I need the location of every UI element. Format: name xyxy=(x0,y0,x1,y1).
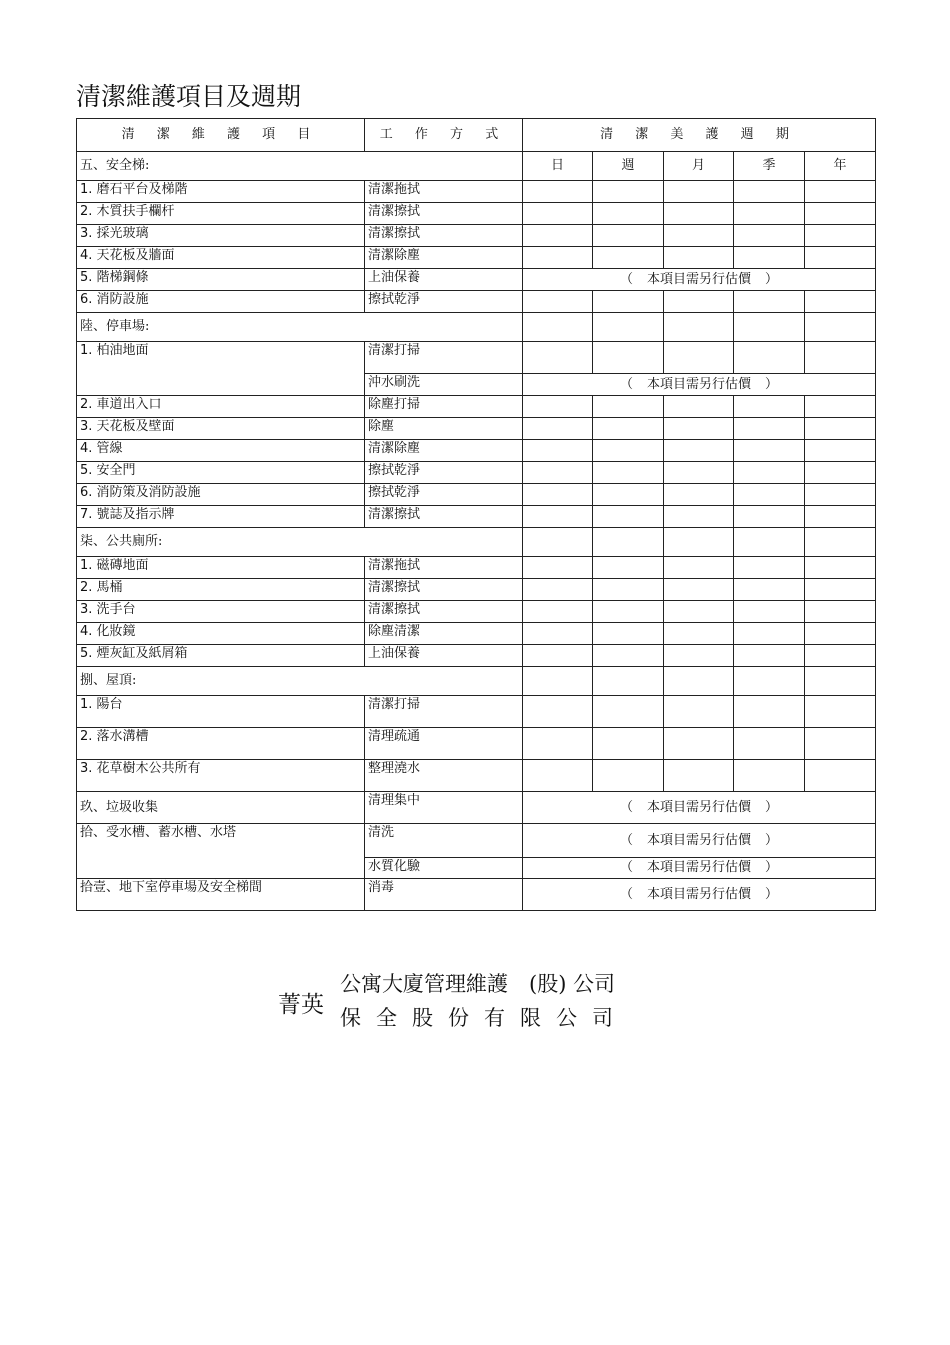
header-cycle: 清 潔 美 護 週 期 xyxy=(523,119,876,152)
item-cell: 6. 消防設施 xyxy=(77,291,365,313)
item-cell: 5. 煙灰缸及紙屑箱 xyxy=(77,645,365,667)
table-row xyxy=(77,342,876,374)
cleaning-schedule-table xyxy=(76,118,876,911)
item-cell: 4. 管線 xyxy=(77,440,365,462)
method-cell: 清理集中 xyxy=(365,792,523,824)
table-row xyxy=(77,462,876,484)
method-cell: 清潔拖拭 xyxy=(365,181,523,203)
method-cell: 清潔擦拭 xyxy=(365,203,523,225)
table-row xyxy=(77,506,876,528)
table-row xyxy=(77,396,876,418)
method-cell: 上油保養 xyxy=(365,645,523,667)
item-cell: 1. 磁磚地面 xyxy=(77,557,365,579)
section-row xyxy=(77,313,876,342)
table-row xyxy=(77,601,876,623)
item-cell: 2. 木質扶手欄杆 xyxy=(77,203,365,225)
method-cell: 擦拭乾淨 xyxy=(365,484,523,506)
method-cell: 清潔打掃 xyxy=(365,342,523,374)
page-title: 清潔維護項目及週期 xyxy=(76,82,302,111)
cycle-year: 年 xyxy=(805,152,876,181)
method-cell: 清潔擦拭 xyxy=(365,225,523,247)
separate-quote-note: （ 本項目需另行估價 ） xyxy=(523,858,876,879)
item-cell: 2. 落水溝槽 xyxy=(77,728,365,760)
table-row xyxy=(77,225,876,247)
item-cell: 4. 化妝鏡 xyxy=(77,623,365,645)
method-cell: 除塵清潔 xyxy=(365,623,523,645)
item-cell: 4. 天花板及牆面 xyxy=(77,247,365,269)
item-cell: 5. 階梯鋼條 xyxy=(77,269,365,291)
section-row xyxy=(77,528,876,557)
table-row xyxy=(77,579,876,601)
item-cell: 1. 磨石平台及梯階 xyxy=(77,181,365,203)
section-title: 陸、停車場: xyxy=(77,313,523,342)
item-cell: 3. 天花板及壁面 xyxy=(77,418,365,440)
item-cell: 2. 馬桶 xyxy=(77,579,365,601)
item-cell: 6. 消防策及消防設施 xyxy=(77,484,365,506)
table-row xyxy=(77,247,876,269)
section-row xyxy=(77,667,876,696)
method-cell: 上油保養 xyxy=(365,269,523,291)
section-row xyxy=(77,152,876,181)
item-cell: 2. 車道出入口 xyxy=(77,396,365,418)
method-cell: 除塵 xyxy=(365,418,523,440)
item-cell: 3. 採光玻璃 xyxy=(77,225,365,247)
item-cell: 3. 花草樹木公共所有 xyxy=(77,760,365,792)
separate-quote-note: （ 本項目需另行估價 ） xyxy=(523,824,876,858)
table-row xyxy=(77,484,876,506)
header-item: 清 潔 維 護 項 目 xyxy=(77,119,365,152)
company-brand: 菁英 xyxy=(278,992,324,1018)
table-row xyxy=(77,623,876,645)
method-cell: 除塵打掃 xyxy=(365,396,523,418)
item-cell: 3. 洗手台 xyxy=(77,601,365,623)
method-cell: 清潔除塵 xyxy=(365,440,523,462)
method-cell: 擦拭乾淨 xyxy=(365,462,523,484)
item-cell: 5. 安全門 xyxy=(77,462,365,484)
table-row xyxy=(77,696,876,728)
section-title: 五、安全梯: xyxy=(77,152,523,181)
method-cell: 水質化驗 xyxy=(365,858,523,879)
cycle-month: 月 xyxy=(664,152,734,181)
table-row xyxy=(77,418,876,440)
cycle-week: 週 xyxy=(593,152,664,181)
method-cell: 清潔除塵 xyxy=(365,247,523,269)
method-cell: 清潔擦拭 xyxy=(365,579,523,601)
method-cell: 清理疏通 xyxy=(365,728,523,760)
cycle-season: 季 xyxy=(734,152,805,181)
method-cell: 整理澆水 xyxy=(365,760,523,792)
table-row xyxy=(77,879,876,911)
company-name-line2: 保全股份有限公司 xyxy=(340,1006,628,1030)
section-title: 拾、受水槽、蓄水槽、水塔 xyxy=(77,824,365,879)
table-row xyxy=(77,291,876,313)
section-title: 拾壹、地下室停車場及安全梯間 xyxy=(77,879,365,911)
company-name-line1: 公寓大廈管理維護 (股) 公司 xyxy=(340,972,616,996)
table-row xyxy=(77,203,876,225)
item-cell: 1. 柏油地面 xyxy=(77,342,365,396)
table-row xyxy=(77,181,876,203)
header-row xyxy=(77,119,876,152)
table-row xyxy=(77,728,876,760)
section-title: 柒、公共廁所: xyxy=(77,528,523,557)
method-cell: 清潔擦拭 xyxy=(365,601,523,623)
method-cell: 清潔擦拭 xyxy=(365,506,523,528)
header-method: 工 作 方 式 xyxy=(365,119,523,152)
table-row xyxy=(77,824,876,858)
cycle-day: 日 xyxy=(523,152,593,181)
method-cell: 清洗 xyxy=(365,824,523,858)
table-row xyxy=(77,760,876,792)
section-title: 玖、垃圾收集 xyxy=(77,792,365,824)
item-cell: 1. 陽台 xyxy=(77,696,365,728)
table-row xyxy=(77,440,876,462)
separate-quote-note: （ 本項目需另行估價 ） xyxy=(523,879,876,911)
separate-quote-note: （ 本項目需另行估價 ） xyxy=(523,374,876,396)
section-title: 捌、屋頂: xyxy=(77,667,523,696)
separate-quote-note: （ 本項目需另行估價 ） xyxy=(523,792,876,824)
table-row xyxy=(77,645,876,667)
method-cell: 清潔拖拭 xyxy=(365,557,523,579)
method-cell: 消毒 xyxy=(365,879,523,911)
method-cell: 清潔打掃 xyxy=(365,696,523,728)
method-cell: 沖水刷洗 xyxy=(365,374,523,396)
table-row xyxy=(77,269,876,291)
table-row xyxy=(77,792,876,824)
item-cell: 7. 號誌及指示牌 xyxy=(77,506,365,528)
table-row xyxy=(77,557,876,579)
method-cell: 擦拭乾淨 xyxy=(365,291,523,313)
separate-quote-note: （ 本項目需另行估價 ） xyxy=(523,269,876,291)
